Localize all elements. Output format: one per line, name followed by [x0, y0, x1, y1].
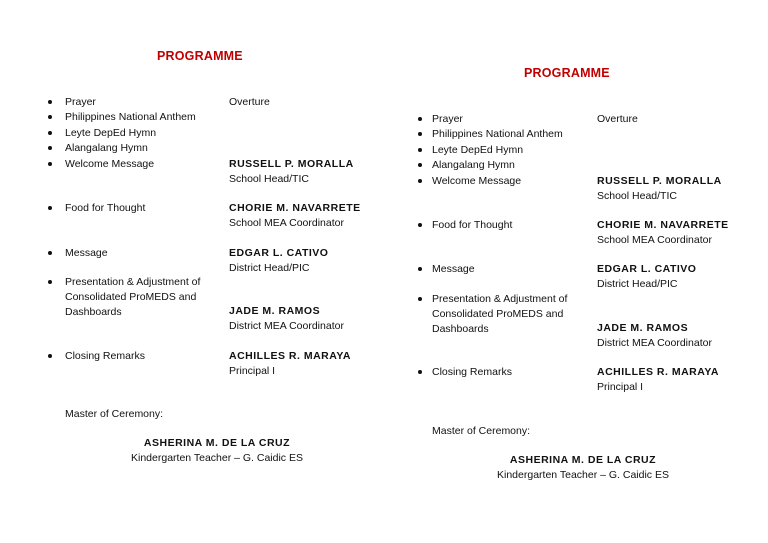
item-overture: Overture — [597, 113, 638, 125]
speaker-name: RUSSELL P. MORALLA — [229, 158, 354, 170]
speaker-name: RUSSELL P. MORALLA — [597, 175, 722, 187]
bullet — [418, 132, 422, 136]
speaker-name: CHORIE M. NAVARRETE — [597, 219, 729, 231]
bullet — [418, 297, 422, 301]
speaker-name: EDGAR L. CATIVO — [229, 247, 329, 259]
bullet — [418, 370, 422, 374]
item-closing-remarks: Closing Remarks — [65, 350, 145, 362]
master-of-ceremony-name: ASHERINA M. DE LA CRUZ — [509, 454, 657, 466]
item-welcome-message: Welcome Message — [432, 175, 522, 187]
master-of-ceremony-label: Master of Ceremony: — [65, 408, 164, 420]
speaker-role: District MEA Coordinator — [597, 337, 712, 349]
item-presentation-line2: Consolidated ProMEDS and — [432, 308, 564, 320]
speaker-role: School Head/TIC — [597, 190, 677, 202]
item-deped-hymn: Leyte DepEd Hymn — [65, 127, 157, 139]
bullet — [48, 100, 52, 104]
speaker-role: Principal I — [597, 381, 644, 393]
item-prayer: Prayer — [432, 113, 463, 125]
speaker-name: ACHILLES R. MARAYA — [597, 366, 719, 378]
item-presentation-line3: Dashboards — [65, 306, 122, 318]
speaker-name: JADE M. RAMOS — [597, 322, 689, 334]
bullet — [48, 354, 52, 358]
item-presentation-line2: Consolidated ProMEDS and — [65, 291, 197, 303]
item-presentation-line3: Dashboards — [432, 323, 489, 335]
master-of-ceremony-name: ASHERINA M. DE LA CRUZ — [143, 437, 291, 449]
speaker-role: District Head/PIC — [229, 262, 310, 274]
speaker-name: CHORIE M. NAVARRETE — [229, 202, 361, 214]
bullet — [48, 115, 52, 119]
item-presentation: Presentation & Adjustment of — [432, 293, 568, 305]
master-of-ceremony-role: Kindergarten Teacher – G. Caidic ES — [497, 469, 669, 481]
master-of-ceremony-label: Master of Ceremony: — [432, 425, 531, 437]
programme-title: PROGRAMME — [157, 49, 243, 63]
bullet — [48, 162, 52, 166]
programme-title: PROGRAMME — [524, 66, 610, 80]
speaker-role: Principal I — [229, 365, 276, 377]
bullet — [48, 251, 52, 255]
speaker-role: District MEA Coordinator — [229, 320, 344, 332]
bullet — [48, 280, 52, 284]
item-message: Message — [432, 263, 475, 275]
item-alangalang-hymn: Alangalang Hymn — [432, 159, 515, 171]
bullet — [48, 206, 52, 210]
item-message: Message — [65, 247, 108, 259]
programme-panel-right — [384, 0, 768, 543]
item-anthem: Philippines National Anthem — [432, 128, 563, 140]
bullet — [418, 117, 422, 121]
bullet — [48, 146, 52, 150]
bullet — [418, 179, 422, 183]
speaker-role: District Head/PIC — [597, 278, 678, 290]
item-presentation: Presentation & Adjustment of — [65, 276, 201, 288]
item-prayer: Prayer — [65, 96, 96, 108]
bullet — [418, 267, 422, 271]
item-welcome-message: Welcome Message — [65, 158, 155, 170]
speaker-role: School MEA Coordinator — [229, 217, 344, 229]
bullet — [48, 131, 52, 135]
bullet — [418, 223, 422, 227]
item-overture: Overture — [229, 96, 270, 108]
item-food-for-thought: Food for Thought — [65, 202, 146, 214]
speaker-role: School Head/TIC — [229, 173, 309, 185]
speaker-name: EDGAR L. CATIVO — [597, 263, 697, 275]
item-alangalang-hymn: Alangalang Hymn — [65, 142, 148, 154]
item-deped-hymn: Leyte DepEd Hymn — [432, 144, 524, 156]
master-of-ceremony-role: Kindergarten Teacher – G. Caidic ES — [131, 452, 303, 464]
bullet — [418, 163, 422, 167]
speaker-name: JADE M. RAMOS — [229, 305, 321, 317]
item-closing-remarks: Closing Remarks — [432, 366, 512, 378]
bullet — [418, 148, 422, 152]
speaker-name: ACHILLES R. MARAYA — [229, 350, 351, 362]
item-food-for-thought: Food for Thought — [432, 219, 513, 231]
speaker-role: School MEA Coordinator — [597, 234, 712, 246]
item-anthem: Philippines National Anthem — [65, 111, 196, 123]
